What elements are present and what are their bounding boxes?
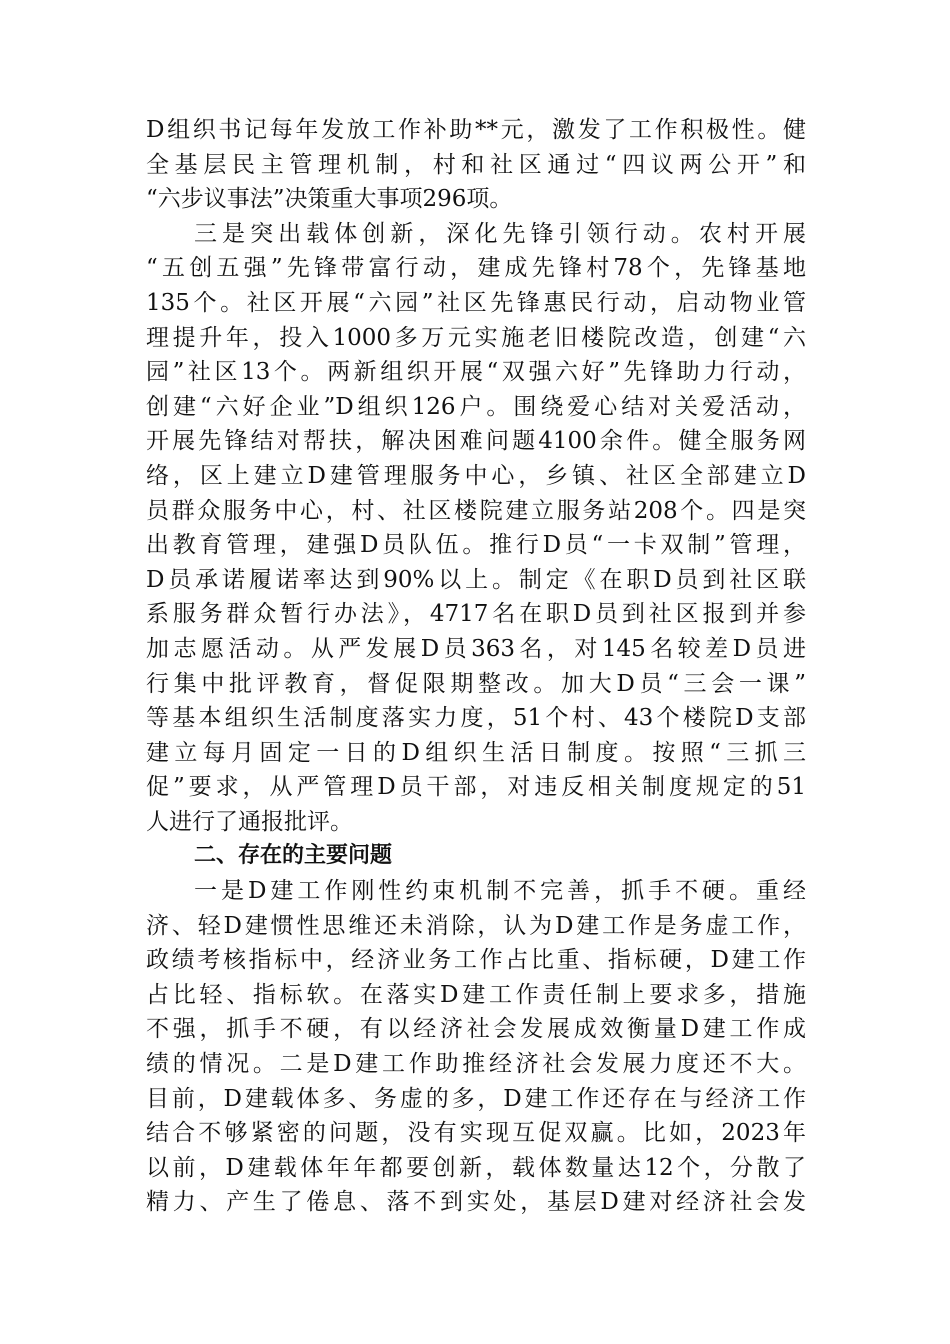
paragraph-line: 结合不够紧密的问题，没有实现互促双赢。比如，2023年 [146,1120,806,1147]
paragraph-line: 开展先锋结对帮扶，解决困难问题4100余件。健全服务网 [146,428,806,455]
paragraph-line: 促”要求，从严管理D员干部，对违反相关制度规定的51 [146,774,806,801]
paragraph-line: D员承诺履诺率达到90%以上。制定《在职D员到社区联 [146,566,806,593]
document-body [146,113,806,1220]
paragraph-line: 绩的情况。二是D建工作助推经济社会发展力度还不大。 [146,1051,806,1078]
paragraph-line: 出教育管理，建强D员队伍。推行D员“一卡双制”管理， [146,532,806,559]
section-heading: 二、存在的主要问题 [194,843,393,869]
paragraph-line: 以前，D建载体年年都要创新，载体数量达12个，分散了 [146,1154,806,1181]
paragraph-line: 一是D建工作刚性约束机制不完善，抓手不硬。重经 [194,878,806,905]
paragraph-line: 加志愿活动。从严发展D员363名，对145名较差D员进 [146,635,806,662]
paragraph-line: 系服务群众暂行办法》，4717名在职D员到社区报到并参 [146,601,806,628]
paragraph-line: 理提升年，投入1000多万元实施老旧楼院改造，创建“六 [146,324,806,351]
paragraph-line: 政绩考核指标中，经济业务工作占比重、指标硬，D建工作 [146,947,806,974]
paragraph-line: 135个。社区开展“六园”社区先锋惠民行动，启动物业管 [146,289,806,316]
paragraph-line: 络，区上建立D建管理服务中心，乡镇、社区全部建立D [146,462,806,489]
paragraph-line: 员群众服务中心，村、社区楼院建立服务站208个。四是突 [146,497,806,524]
paragraph-line: 不强，抓手不硬，有以经济社会发展成效衡量D建工作成 [146,1016,806,1043]
paragraph-line: 等基本组织生活制度落实力度，51个村、43个楼院D支部 [146,705,806,732]
paragraph-line: 占比轻、指标软。在落实D建工作责任制上要求多，措施 [146,981,806,1008]
paragraph-line: 精力、产生了倦息、落不到实处，基层D建对经济社会发 [146,1189,806,1216]
paragraph-line: 目前，D建载体多、务虚的多，D建工作还存在与经济工作 [146,1085,806,1112]
paragraph-line: 人进行了通报批评。 [146,808,353,835]
paragraph-line: 济、轻D建惯性思维还未消除，认为D建工作是务虚工作， [146,912,806,939]
paragraph-line: 创建“六好企业”D组织126户。围绕爱心结对关爱活动， [146,393,806,420]
paragraph-line: 三是突出载体创新，深化先锋引领行动。农村开展 [194,220,806,247]
paragraph-line: “五创五强”先锋带富行动，建成先锋村78个，先锋基地 [146,255,806,282]
paragraph-line: 园”社区13个。两新组织开展“双强六好”先锋助力行动， [146,359,806,386]
paragraph-line: “六步议事法”决策重大事项296项。 [146,186,513,213]
paragraph-line: D组织书记每年发放工作补助**元，激发了工作积极性。健 [146,117,806,143]
paragraph-line: 行集中批评教育，督促限期整改。加大D员“三会一课” [146,670,806,697]
paragraph-line: 全基层民主管理机制，村和社区通过“四议两公开”和 [146,151,806,178]
paragraph-line: 建立每月固定一日的D组织生活日制度。按照“三抓三 [146,739,806,766]
